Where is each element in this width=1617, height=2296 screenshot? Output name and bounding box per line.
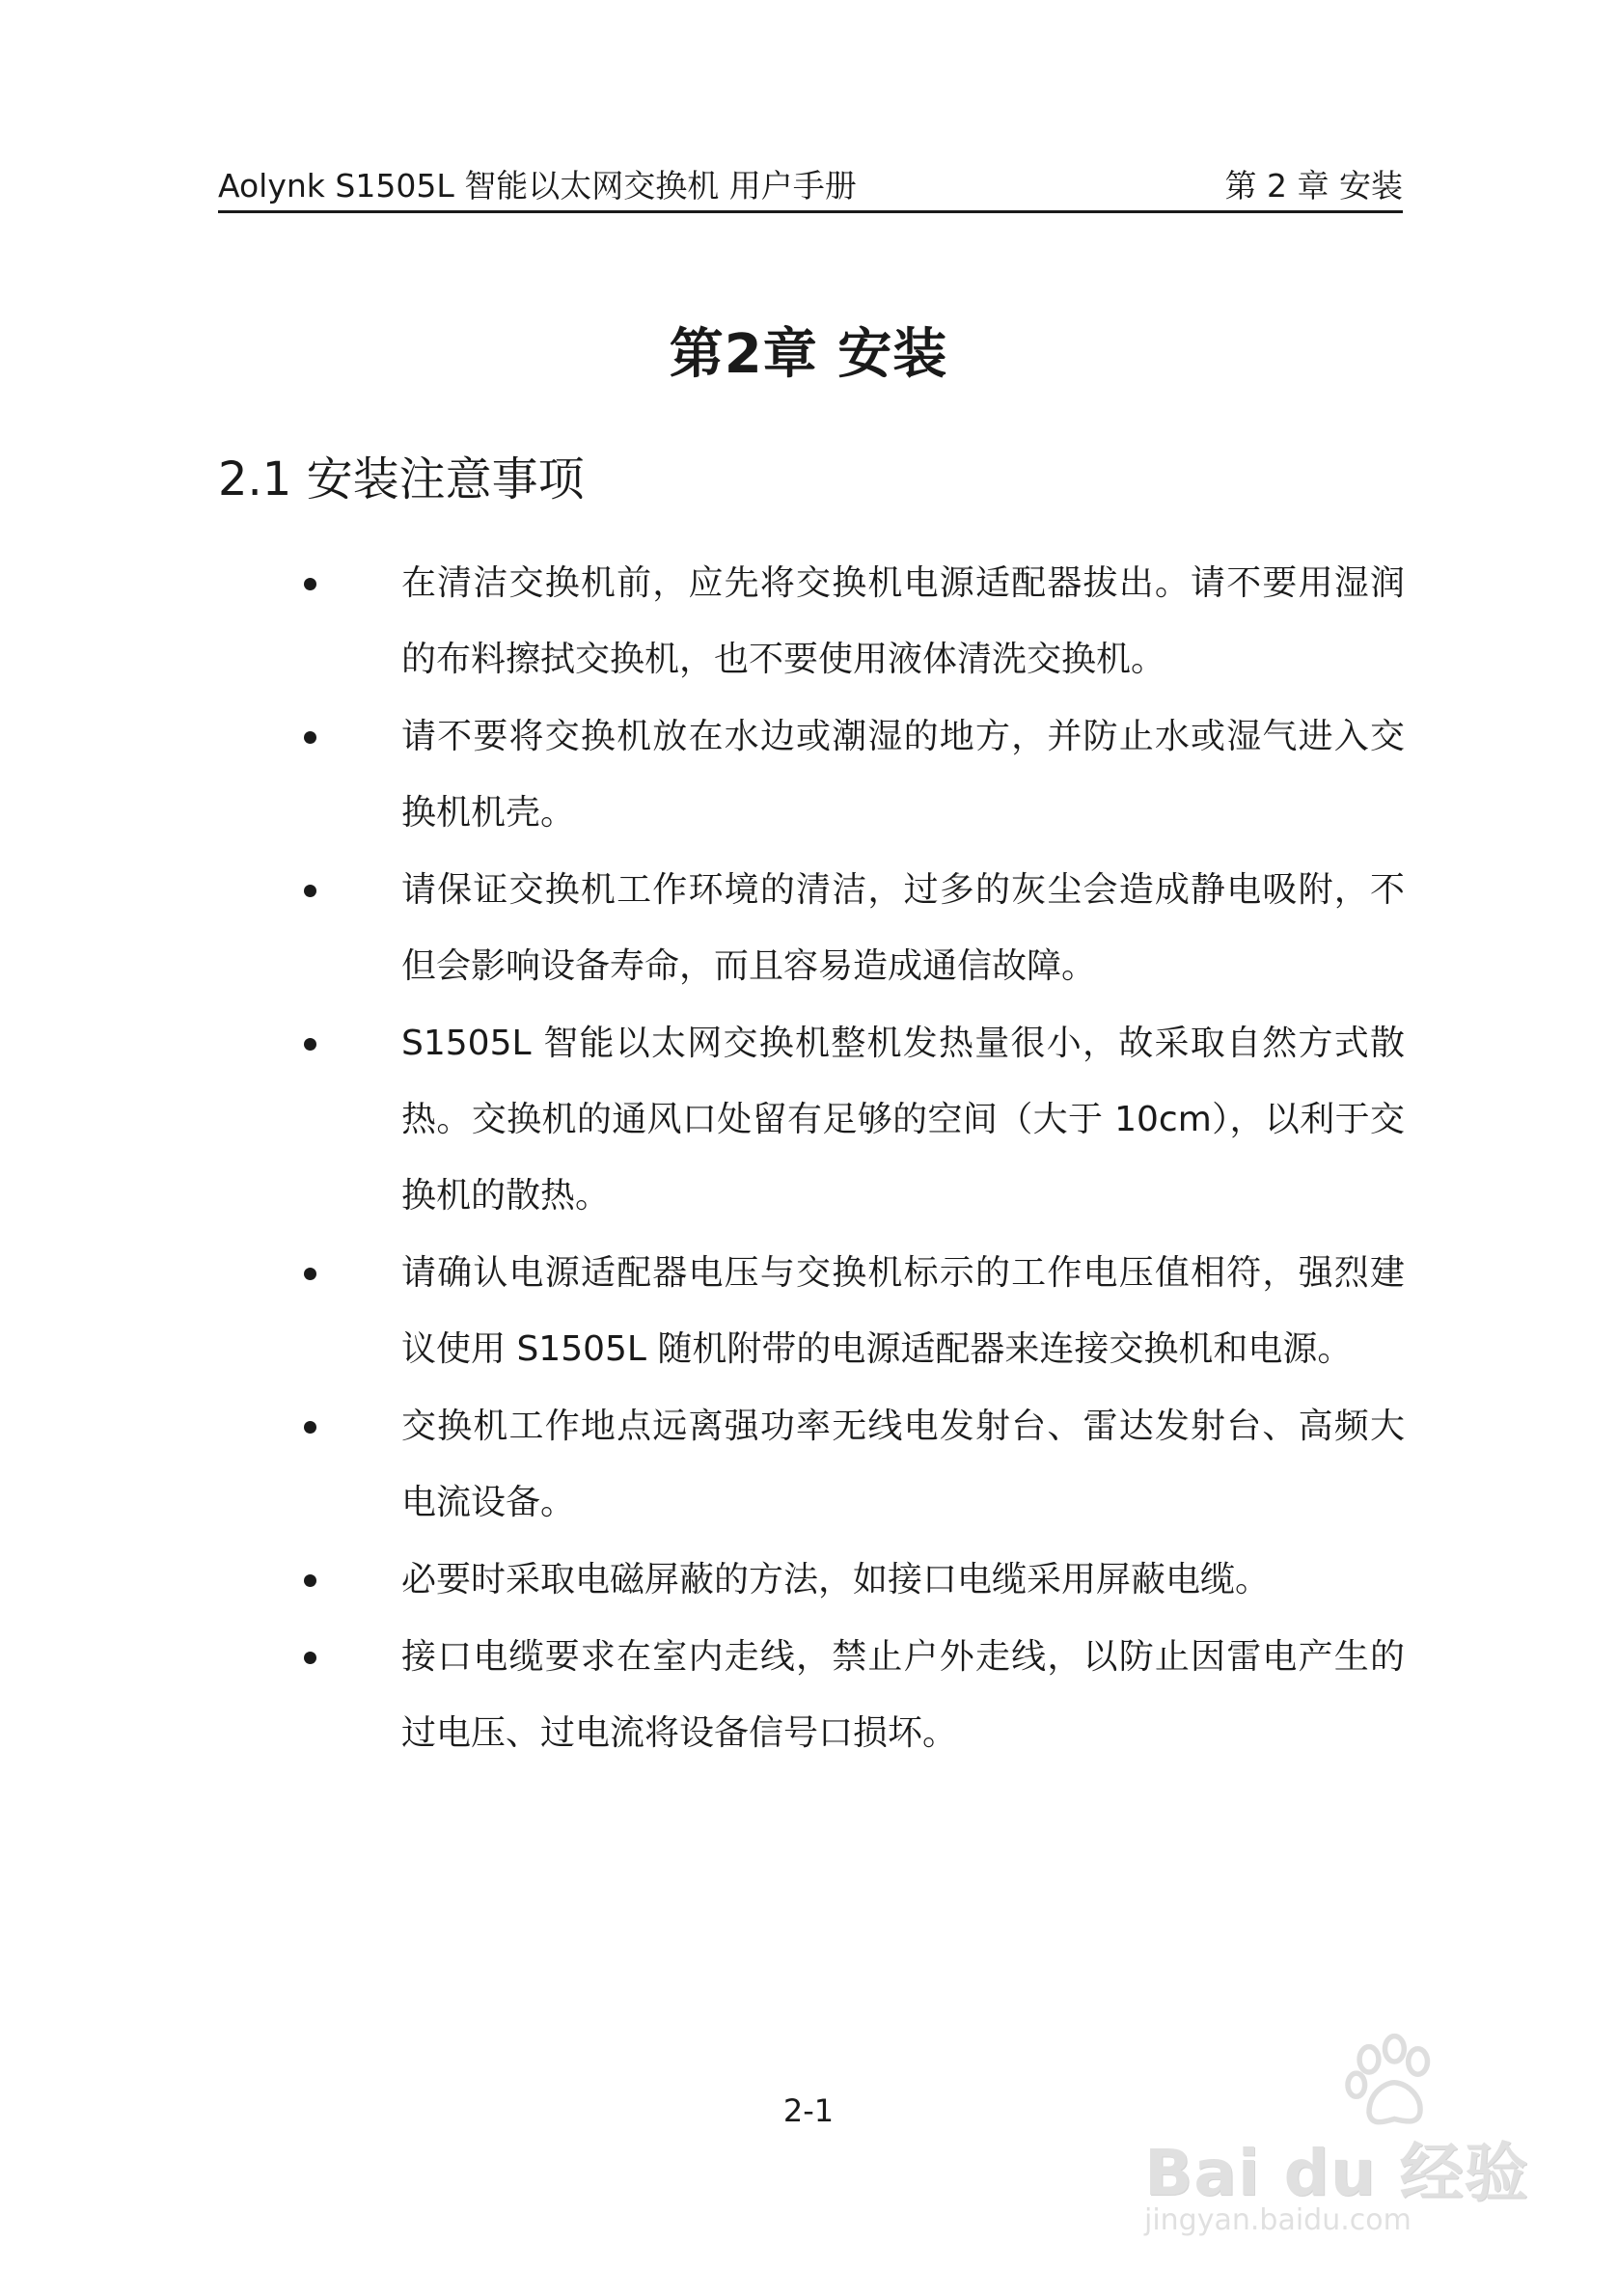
bullet-icon — [304, 578, 316, 590]
page-number: 2-1 — [782, 2092, 835, 2129]
list-item — [289, 1005, 1405, 1234]
list-item — [289, 1542, 1405, 1618]
list-item-text: 请确认电源适配器电压与交换机标示的工作电压值相符，强烈建议使用 S1505L 随机附带的电源适配器来连接交换机和电源。 — [401, 1253, 1405, 1369]
header-divider — [218, 210, 1403, 213]
running-header — [218, 162, 1403, 210]
list-item — [289, 1388, 1405, 1541]
baidu-jingyan-watermark — [1144, 2030, 1559, 2252]
watermark-logo-text: Bai du 经验 — [1144, 2136, 1529, 2210]
bullet-icon — [304, 1652, 316, 1664]
bullet-icon — [304, 1421, 316, 1434]
bullet-icon — [304, 731, 316, 744]
bullet-icon — [304, 1574, 316, 1587]
list-item-text: S1505L 智能以太网交换机整机发热量很小，故采取自然方式散热。交换机的通风口处留有足够的空间（大于 10cm），以利于交换机的散热。 — [401, 1024, 1405, 1216]
list-item — [289, 852, 1405, 1004]
list-item-text: 接口电缆要求在室内走线，禁止户外走线，以防止因雷电产生的过电压、过电流将设备信号口损坏。 — [401, 1637, 1405, 1753]
precautions-list — [289, 545, 1405, 1772]
list-item-text: 请保证交换机工作环境的清洁，过多的灰尘会造成静电吸附，不但会影响设备寿命，而且容易造成通信故障。 — [401, 870, 1405, 986]
list-item-text: 交换机工作地点远离强功率无线电发射台、雷达发射台、高频大电流设备。 — [401, 1407, 1405, 1522]
header-manual-title: Aolynk S1505L 智能以太网交换机 用户手册 — [218, 167, 857, 205]
watermark-url: jingyan.baidu.com — [1144, 2203, 1411, 2237]
list-item-text: 请不要将交换机放在水边或潮湿的地方，并防止水或湿气进入交换机机壳。 — [401, 717, 1405, 833]
list-item-text: 在清洁交换机前，应先将交换机电源适配器拔出。请不要用湿润的布料擦拭交换机，也不要使用液体清洗交换机。 — [401, 563, 1405, 679]
header-chapter-label: 第 2 章 安装 — [1224, 167, 1403, 205]
paw-icon — [1337, 2030, 1443, 2136]
bullet-icon — [304, 885, 316, 897]
list-item — [289, 545, 1405, 697]
list-item-text: 必要时采取电磁屏蔽的方法，如接口电缆采用屏蔽电缆。 — [401, 1560, 1271, 1599]
chapter-title: 第2章 安装 — [669, 323, 948, 386]
list-item — [289, 1235, 1405, 1387]
bullet-icon — [304, 1268, 316, 1280]
list-item — [289, 1619, 1405, 1771]
list-item — [289, 698, 1405, 851]
section-title: 2.1 安装注意事项 — [218, 452, 585, 506]
bullet-icon — [304, 1038, 316, 1051]
